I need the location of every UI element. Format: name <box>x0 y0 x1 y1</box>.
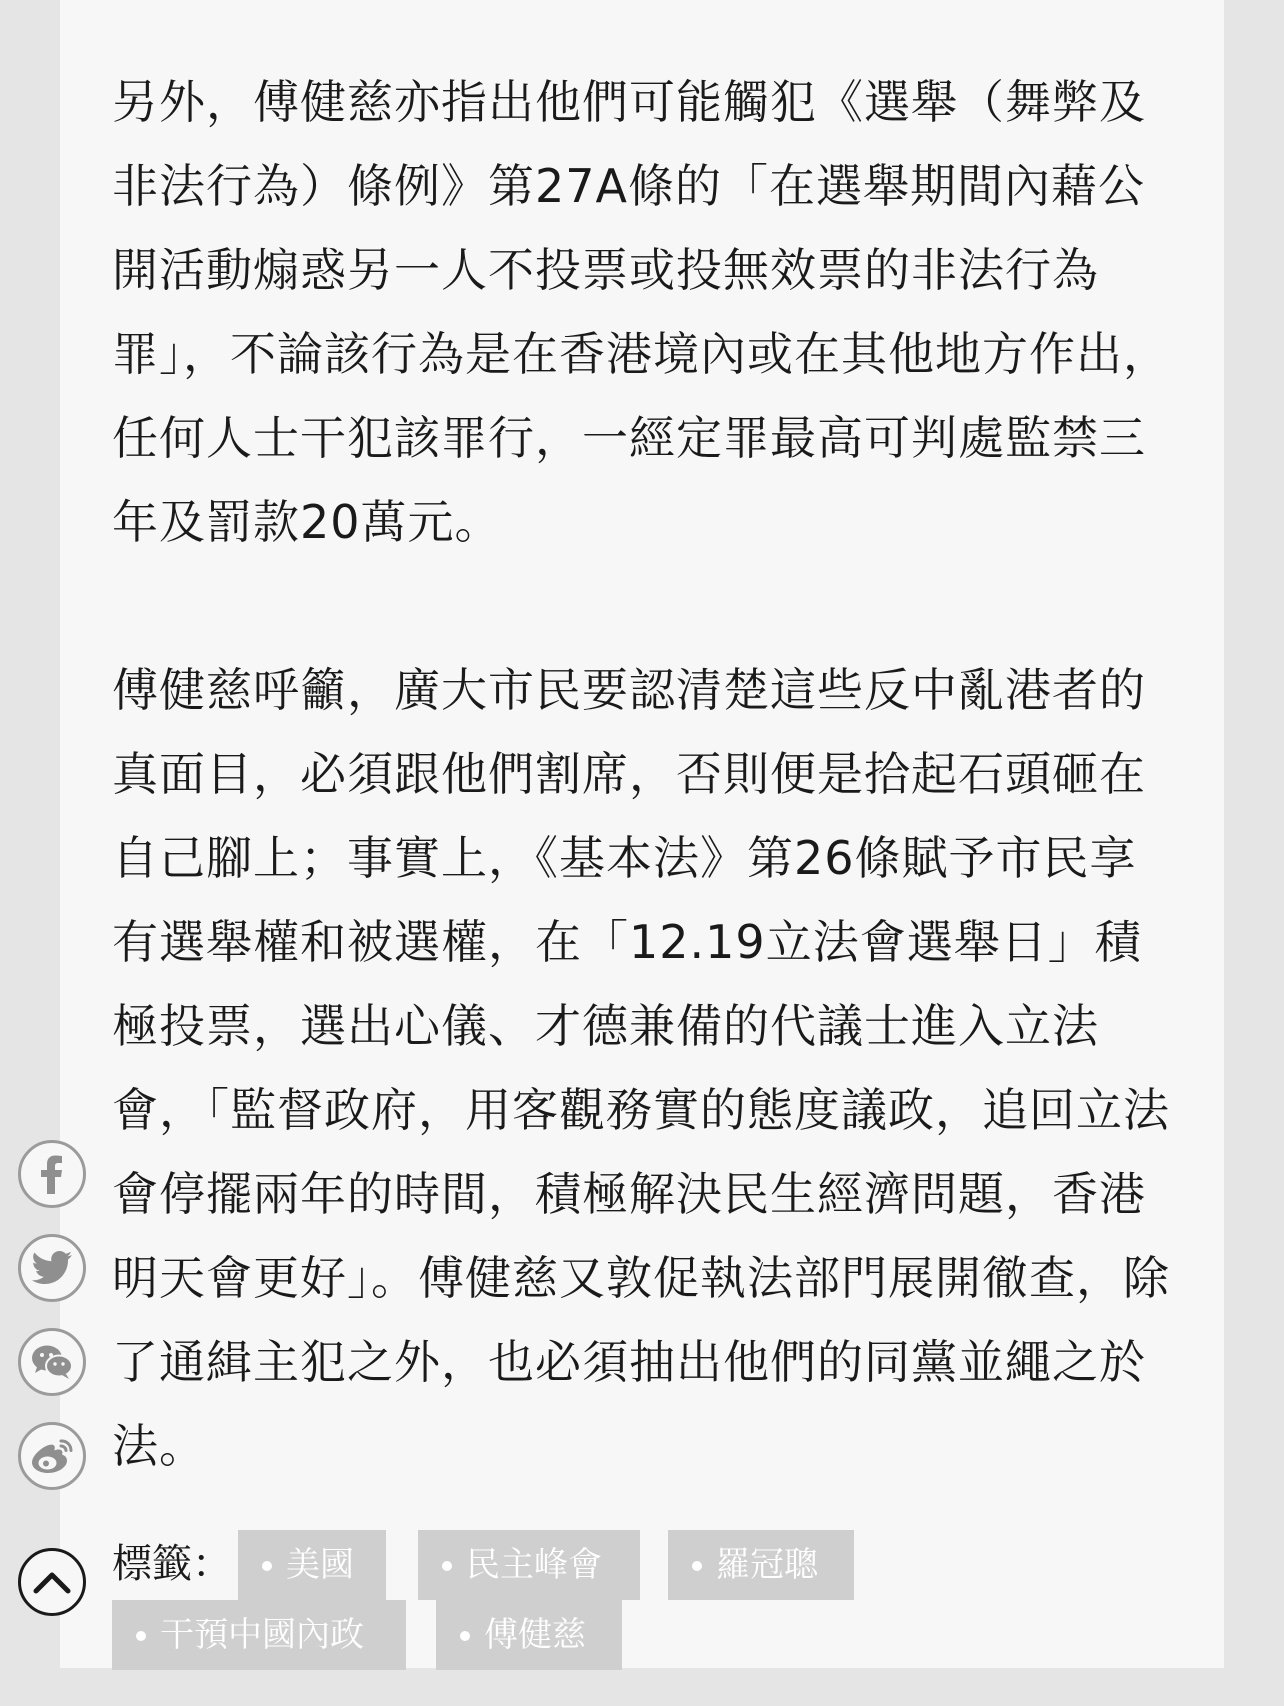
scroll-to-top-button[interactable] <box>18 1548 86 1616</box>
share-wechat-button[interactable] <box>18 1328 86 1396</box>
tag-link[interactable] <box>112 1600 406 1670</box>
share-facebook-button[interactable] <box>18 1140 86 1208</box>
tag-link[interactable] <box>436 1600 622 1670</box>
article-paragraph: 傅健慈呼籲，廣大市民要認清楚這些反中亂港者的真面目，必須跟他們割席，否則便是拾起石頭砸在自己腳上；事實上，《基本法》第26條賦予市民享有選舉權和被選權，在「12.19立法會選舉日」積極投票，選出心儀、才德兼備的代議士進入立法會，「監督政府，用客觀務實的態度議政，追回立法會停擺兩年的時間，積極解決民生經濟問題，香港明天會更好」。傅健慈又敦促執法部門展開徹查，除了通緝主犯之外，也必須抽出他們的同黨並繩之於法。 <box>112 663 1170 1473</box>
tag-link[interactable] <box>418 1530 640 1600</box>
tag-label: 傅健慈 <box>484 1615 586 1655</box>
tag-label: 羅冠聰 <box>716 1545 818 1585</box>
facebook-icon <box>34 1154 70 1194</box>
chevron-up-icon <box>32 1569 72 1595</box>
tag-label: 民主峰會 <box>466 1545 602 1585</box>
tags-section <box>112 1530 1172 1670</box>
share-weibo-button[interactable] <box>18 1422 86 1490</box>
weibo-icon <box>31 1438 73 1474</box>
article-body <box>112 60 1172 1488</box>
tag-link[interactable] <box>668 1530 854 1600</box>
tag-link[interactable] <box>238 1530 386 1600</box>
twitter-icon <box>32 1251 72 1285</box>
article-paragraph: 另外，傅健慈亦指出他們可能觸犯《選舉（舞弊及非法行為）條例》第27A條的「在選舉期間內藉公開活動煽惑另一人不投票或投無效票的非法行為罪」，不論該行為是在香港境內或在其他地方作出，任何人士干犯該罪行，一經定罪最高可判處監禁三年及罰款20萬元。 <box>112 75 1170 549</box>
tags-label: 標籤： <box>112 1541 232 1587</box>
wechat-icon <box>31 1344 73 1380</box>
tag-label: 干預中國內政 <box>160 1615 364 1655</box>
share-twitter-button[interactable] <box>18 1234 86 1302</box>
tag-label: 美國 <box>286 1545 354 1585</box>
